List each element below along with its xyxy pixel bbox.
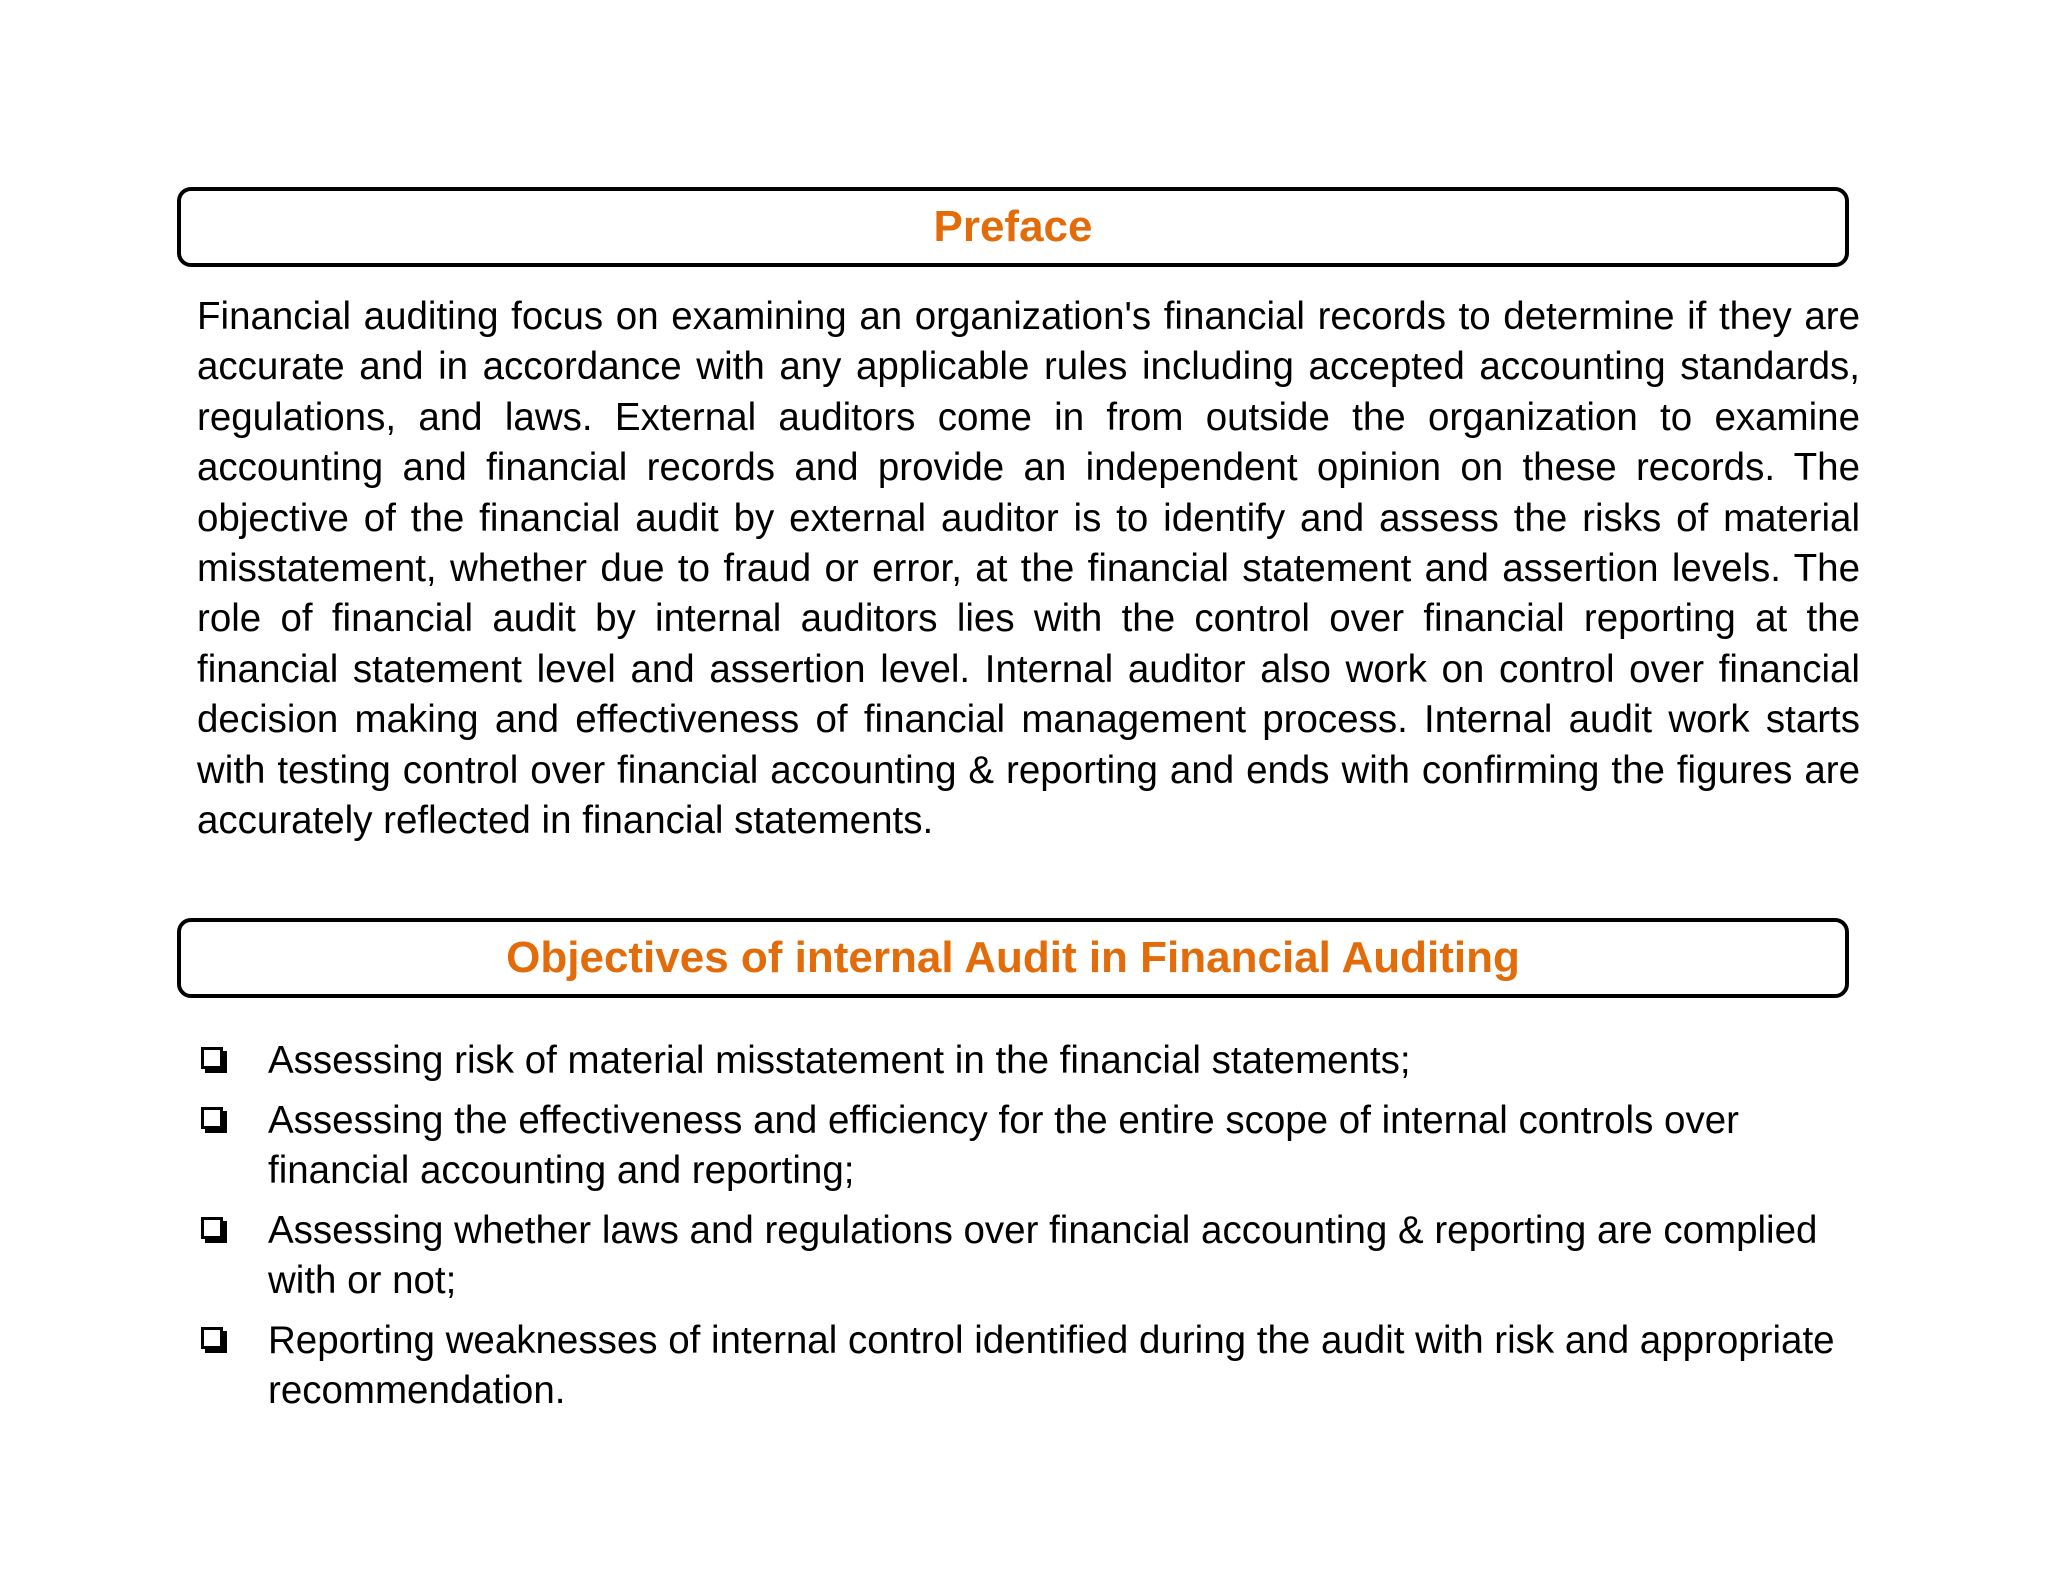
preface-heading-box	[177, 187, 1849, 267]
objectives-list	[197, 1036, 1887, 1426]
objective-item	[197, 1316, 1887, 1417]
objective-item	[197, 1096, 1887, 1197]
objective-text: Assessing the effectiveness and efficiency for the entire scope of internal controls over financial accounting and reporting;	[268, 1098, 1739, 1192]
checkbox-icon	[197, 1206, 268, 1256]
checkbox-icon	[197, 1096, 268, 1146]
objective-text: Assessing whether laws and regulations over financial accounting & reporting are complied with or not;	[268, 1208, 1818, 1302]
objectives-heading: Objectives of internal Audit in Financial Auditing	[506, 933, 1520, 982]
checkbox-icon	[197, 1036, 268, 1086]
objectives-heading-box	[177, 918, 1849, 998]
objective-text: Assessing risk of material misstatement in the financial statements;	[268, 1039, 1411, 1082]
objective-item	[197, 1036, 1887, 1087]
objective-item	[197, 1206, 1887, 1307]
preface-heading: Preface	[933, 202, 1093, 251]
objective-text: Reporting weaknesses of internal control identified during the audit with risk and appropriate recommendation.	[268, 1318, 1835, 1412]
checkbox-icon	[197, 1316, 268, 1366]
preface-body: Financial auditing focus on examining an organization's financial records to determine if they are accurate and in accordance with any applicable rules including accepted accounting standards, regulations, and laws. External auditors come in from outside the organization to examine accounting and financial records and provide an independent opinion on these records. The objective of the financial audit by external auditor is to identify and assess the risks of material misstatement, whether due to fraud or error, at the financial statement and assertion levels. The role of financial audit by internal auditors lies with the control over financial reporting at the financial statement level and assertion level. Internal auditor also work on control over financial decision making and effectiveness of financial management process. Internal audit work starts with testing control over financial accounting & reporting and ends with confirming the figures are accurately reflected in financial statements.	[197, 295, 1860, 843]
